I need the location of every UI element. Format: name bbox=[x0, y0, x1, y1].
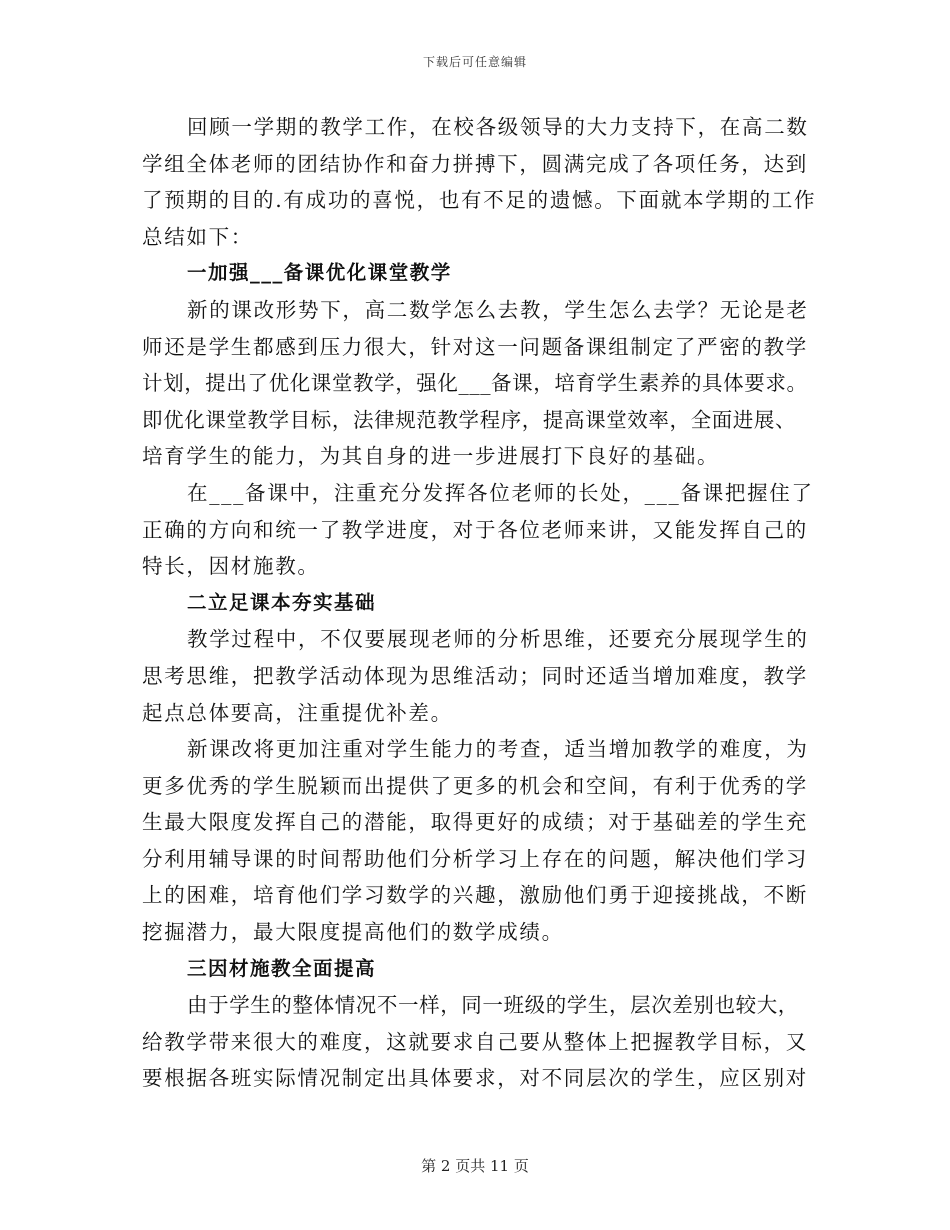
paragraph-line: 教学过程中，不仅要展现老师的分析思维，还要充分展现学生的 bbox=[187, 627, 809, 652]
section-heading: 一加强___备课优化课堂教学 bbox=[187, 261, 452, 285]
paragraph-line: 计划，提出了优化课堂教学，强化___备课，培育学生素养的具体要求。 bbox=[142, 371, 808, 396]
paragraph-line: 思考思维，把教学活动体现为思维活动；同时还适当增加难度，教学 bbox=[142, 663, 808, 688]
document-body bbox=[142, 109, 817, 1097]
paragraph-line: 起点总体要高，注重提优补差。 bbox=[142, 700, 453, 725]
paragraph-line: 给教学带来很大的难度，这就要求自己要从整体上把握教学目标，又 bbox=[142, 1029, 808, 1054]
paragraph-line: 更多优秀的学生脱颖而出提供了更多的机会和空间，有利于优秀的学 bbox=[142, 773, 808, 798]
paragraph-line: 即优化课堂教学目标，法律规范教学程序，提高课堂效率，全面进展、 bbox=[142, 407, 797, 432]
paragraph-line: 学组全体老师的团结协作和奋力拼搏下，圆满完成了各项任务，达到 bbox=[142, 151, 808, 176]
paragraph-line: 由于学生的整体情况不一样，同一班级的学生，层次差别也较大， bbox=[187, 993, 799, 1018]
paragraph-line: 生最大限度发挥自己的潜能，取得更好的成绩；对于基础差的学生充 bbox=[142, 810, 808, 835]
paragraph-line: 分利用辅导课的时间帮助他们分析学习上存在的问题，解决他们学习 bbox=[142, 846, 808, 871]
paragraph-line: 要根据各班实际情况制定出具体要求，对不同层次的学生，应区别对 bbox=[142, 1066, 808, 1091]
paragraph-line: 新的课改形势下，高二数学怎么去教，学生怎么去学？无论是老 bbox=[187, 297, 809, 322]
paragraph-line: 上的困难，培育他们学习数学的兴趣，激励他们勇于迎接挑战，不断 bbox=[142, 883, 808, 908]
paragraph-line: 特长，因材施教。 bbox=[142, 554, 320, 579]
section-heading: 二立足课本夯实基础 bbox=[187, 590, 377, 614]
page-header: 下载后可任意编辑 bbox=[422, 55, 527, 69]
paragraph-line: 新课改将更加注重对学生能力的考查，适当增加教学的难度，为 bbox=[187, 737, 809, 762]
paragraph-line: 挖掘潜力，最大限度提高他们的数学成绩。 bbox=[142, 920, 564, 945]
paragraph-line: 在___备课中，注重充分发挥各位老师的长处，___备课把握住了 bbox=[187, 480, 814, 505]
paragraph-line: 了预期的目的.有成功的喜悦，也有不足的遗憾。下面就本学期的工作 bbox=[142, 188, 817, 213]
page-number: 第 2 页共 11 页 bbox=[421, 1157, 529, 1175]
paragraph-line: 师还是学生都感到压力很大，针对这一问题备课组制定了严密的教学 bbox=[142, 334, 808, 359]
paragraph-line: 总结如下： bbox=[142, 224, 253, 249]
paragraph-line: 培育学生的能力，为其自身的进一步进展打下良好的基础。 bbox=[142, 444, 720, 469]
paragraph-line: 正确的方向和统一了教学进度，对于各位老师来讲，又能发挥自己的 bbox=[142, 517, 808, 542]
section-heading: 三因材施教全面提高 bbox=[187, 956, 377, 980]
paragraph-line: 回顾一学期的教学工作，在校各级领导的大力支持下，在高二数 bbox=[187, 115, 809, 139]
